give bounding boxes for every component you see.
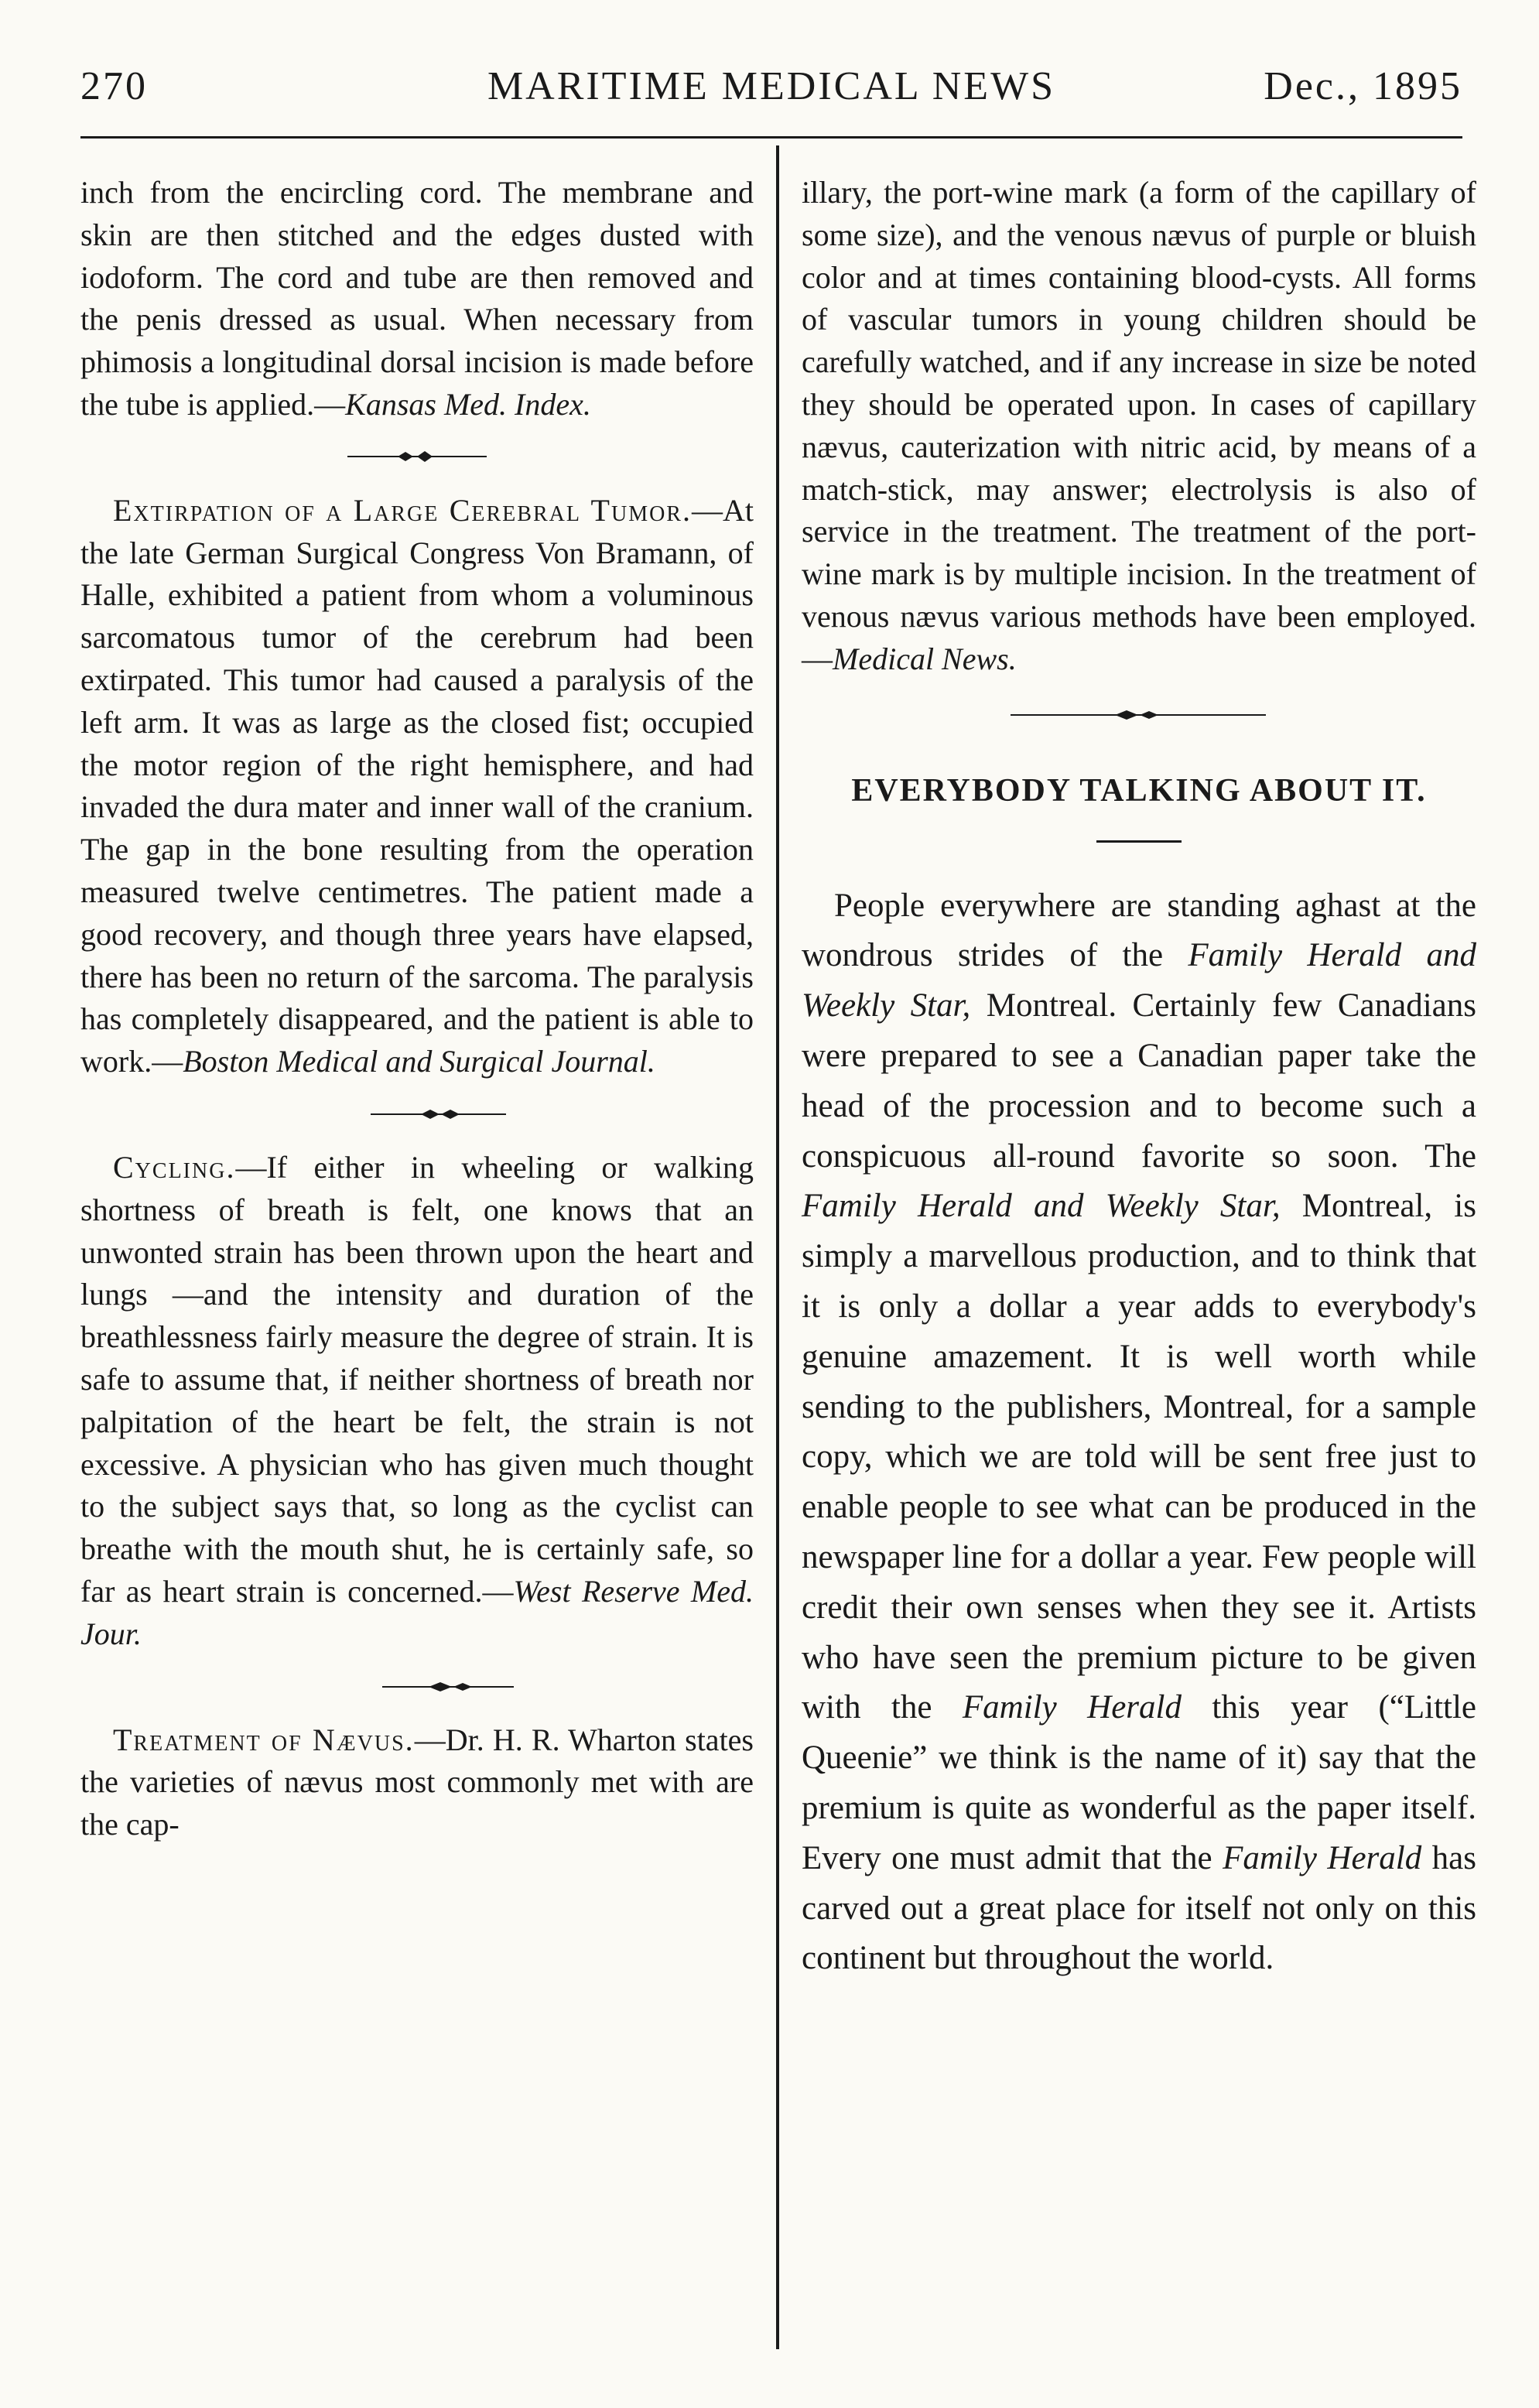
header-rule (80, 136, 1462, 139)
paper-name: Family Herald (1223, 1839, 1422, 1876)
ad-text: Montreal. Certainly few Canadians were prepared to see a Canadian paper take the head of the procession and to become such a conspicuous all-round favorite so soon. The (802, 987, 1476, 1175)
ornament-separator (802, 681, 1476, 744)
column-rule (776, 145, 779, 2349)
ad-text: Montreal, is simply a marvellous production, and to think that it is only a dollar a year adds to everybody's genuine amazement. It is well worth while sending to the publishers, Montreal, for a sample copy, which we are told will be sent free just to enable people to see what can be produced in the newspaper line for a dollar a year. Few people will credit their own senses when they see it. Artists who have seen the premium picture to be given with the (802, 1188, 1476, 1726)
ad-paragraph (802, 881, 1476, 1985)
ad-title: EVERYBODY TALKING ABOUT IT. (851, 772, 1427, 809)
article-text: —If either in wheeling or walking shortness of breath is felt, one knows that an unwonted strain has been thrown upon the heart and lungs —and the intensity and duration of the breathlessness fairly measure the degree of strain. It is safe to assume that, if neither shortness of breath nor palpitation of the heart be felt, the strain is not excessive. A physician who has given much thought to the subject says that, so long as the cyclist can breathe with the mouth shut, he is certainly safe, so far as heart strain is concerned.— (80, 1149, 754, 1609)
ornament-rule-icon (802, 681, 1476, 744)
article-cerebral-tumor (80, 490, 754, 1083)
ad-text: this year (“Little Queenie” we think is the name of it) say that the premium is quite as wonderful as the paper itself. Every one must admit that the (802, 1689, 1476, 1876)
page-number: 270 (80, 64, 148, 108)
article-text: —At the late German Surgical Congress Von Bramann, of Halle, exhibited a patient from whom a voluminous sarcomatous tumor of the cerebrum had been extirpated. This tumor had caused a paralysis of the left arm. It was as large as the closed fist; occupied the motor region of the right hemisphere, and had invaded the dura mater and inner wall of the cranium. The gap in the bone resulting from the operation measured twelve centimetres. The patient made a good recovery, and though three years have elapsed, there has been no return of the sarcoma. The paralysis has completely disappeared, and the patient is able to work.— (80, 492, 754, 1079)
article-cycling (80, 1147, 754, 1656)
ornament-rule-icon (80, 426, 754, 490)
ornament-separator (80, 1083, 754, 1147)
ornament-rule-icon (80, 1656, 754, 1719)
paper-name: Family Herald (962, 1689, 1182, 1726)
article-continuation (80, 172, 754, 426)
article-source: Medical News. (833, 641, 1017, 676)
advertisement (802, 881, 1476, 1985)
article-naevus-continued (802, 172, 1476, 681)
article-text: inch from the encircling cord. The membrane and skin are then stitched and the edges dusted with iodoform. The cord and tube are then removed and the penis dressed as usual. When necessary from phimosis a longitudinal dorsal incision is made before the tube is applied.— (80, 175, 754, 422)
ornament-rule-icon (80, 1083, 754, 1147)
ornament-separator (80, 1656, 754, 1719)
article-source: Boston Medical and Surgical Journal. (183, 1044, 655, 1079)
issue-date: Dec., 1895 (1264, 64, 1462, 108)
left-column (80, 172, 754, 1846)
article-text: illary, the port-wine mark (a form of the capillary of some size), and the venous nævus of purple or bluish color and at times containing blood-cysts. All forms of vascular tumors in young children should be carefully watched, and if any increase in size be noted they should be operated upon. In cases of capillary nævus, cauterization with nitric acid, by means of a match-stick, may answer; electrolysis is also of service in the treatment. The treatment of the port-wine mark is by multiple incision. In the treatment of venous nævus various methods have been employed.— (802, 175, 1476, 676)
article-heading: Extirpation of a Large Cerebral Tumor. (113, 492, 692, 528)
journal-title: MARITIME MEDICAL NEWS (487, 64, 1056, 108)
article-heading: Treatment of Nævus. (113, 1722, 415, 1757)
article-heading: Cycling. (113, 1149, 236, 1185)
article-source: Kansas Med. Index. (345, 386, 591, 422)
right-column (802, 172, 1476, 1984)
ornament-separator (80, 426, 754, 490)
paper-name: Family Herald and Weekly Star, (802, 1188, 1281, 1225)
article-source: West Reserve Med. Jour. (80, 1573, 754, 1651)
article-text: —Dr. H. R. Wharton states the varieties of nævus most commonly met with are the cap- (80, 1722, 754, 1842)
title-rule (1096, 840, 1182, 843)
ad-text: has carved out a great place for itself not only on this continent but throughout the world. (802, 1839, 1477, 1977)
ad-text: People everywhere are standing aghast at the wondrous strides of the (802, 887, 1476, 974)
article-naevus (80, 1719, 754, 1846)
running-head (80, 56, 1462, 118)
paper-name: Family Herald and Weekly Star, (802, 937, 1476, 1024)
